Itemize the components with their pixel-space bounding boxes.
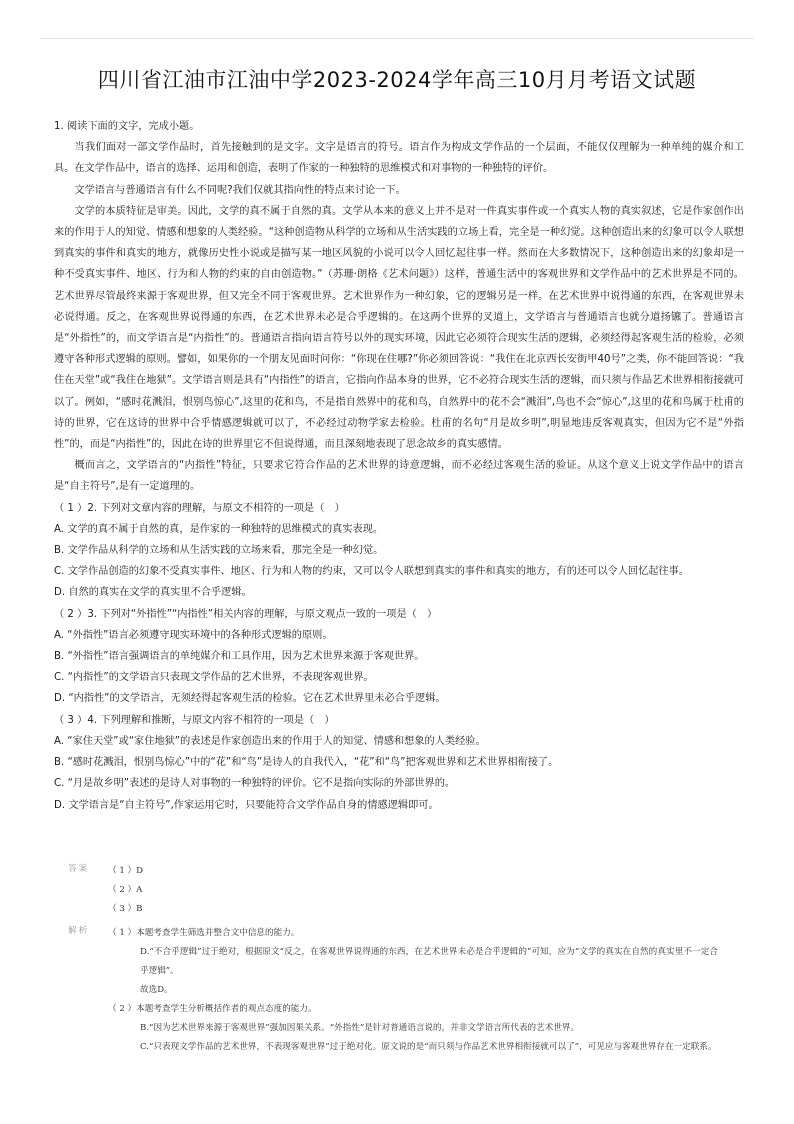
analysis-line: C.“只表现文学作品的艺术世界，不表现客观世界”过于绝对化。原文说的是“而只须与作品艺术世界相衔接就可以了”，可见应与客观世界存在一定联系。 (140, 1042, 717, 1052)
option-d: D. 文学语言是“自主符号”,作家运用它时，只要能符合文学作品自身的情感逻辑即可。 (54, 799, 439, 811)
page-title: 四川省江油市江油中学2023-2024学年高三10月月考语文试题 (97, 68, 697, 92)
passage-paragraph: 文学语言与普通语言有什么不同呢?我们仅就其指向性的特点来讨论一下。 (74, 184, 406, 196)
analysis-line: B.“因为艺术世界来源于客观世界”强加因果关系。“外指性”是针对普通语言说的，并非文学语言所代表的艺术世界。 (140, 1023, 580, 1033)
passage-paragraph: 文学的本质特征是审美。因此，文学的真不属于自然的真。文学从本来的意义上并不是对一件真实事件或一个真实人物的真实叙述，它是作家创作出来的作用于人的知觉、情感和想象的人类经验。“这种创造物从科学的立场和从生活实践的立场上看，完全是一种幻觉。这种创造出来的幻象可以令人联想到真实的事件和真实的地方，就像历史性小说或是描写某一地区风貌的小说可以令人回忆起往事一样。然而在大多数情况下，这种创造出来的幻象却是一种不受真实事件、地区、行为和人物的约束的自由创造物。”（苏珊·朗格《艺术问题》）这样，普通生活中的客观世界和文学作品中的艺术世界是不同的。艺术世界尽管最终来源于客观世界，但又完全不同于客观世界。艺术世界作为一种幻象，它的逻辑另是一样。在艺术世界中说得通的东西，在客观世界未必说得通。反之，在客观世界说得通的东西，在艺术世界未必是合乎逻辑的。在这两个世界的叉道上，文学语言与普通语言也就分道扬镳了。普通语言是“外指性”的，而文学语言是“内指性”的。普通语言指向语言符号以外的现实环境，因此它必须符合现实生活的逻辑，必须经得起客观生活的检验，必须遵守各种形式逻辑的原则。譬如，如果你的一个朋友见面时问你：“你现在住哪?”你必须回答说：“我住在北京西长安街甲40号”之类，你不能回答说：“我住在天堂”或“我住在地狱”。文学语言则是具有“内指性”的语言，它指向作品本身的世界，它不必符合现实生活的逻辑，而只须与作品艺术世界相衔接就可以了。例如，“感时花溅泪，恨别鸟惊心”,这里的花和鸟，不是指自然界中的花和鸟，自然界中的花不会“溅泪”,鸟也不会“惊心”,这里的花和鸟属于杜甫的诗的世界，它在这诗的世界中合乎情感逻辑就可以了，不必经过动物学家去检验。杜甫的名句“月是故乡明”,明显地违反客观真实，但因为它不是“外指性”的，而是“内指性”的，因此在诗的世界里它不但说得通，而且深刻地表现了思念故乡的真实感情。 (54, 205, 744, 451)
analysis-line: D.“不合乎逻辑”过于绝对，根据原文“反之，在客观世界说得通的东西，在艺术世界未必是合乎逻辑的”可知，应为“文学的真实在自然的真实里不一定合乎逻辑”。 (140, 947, 718, 976)
question-stem: （ 3 ）4. 下列理解和推断，与原文内容不相符的一项是（ ） (54, 714, 335, 726)
passage-paragraph: 当我们面对一部文学作品时，首先接触到的是文字。文字是语言的符号。语言作为构成文学作品的一个层面，不能仅仅理解为一种单纯的媒介和工具。在文学作品中，语言的选择、运用和创造，表明了作家的一种独特的思维模式和对事物的一种独特的评价。 (54, 142, 744, 175)
option-c: C. “月是故乡明”表述的是诗人对事物的一种独特的评价。它不是指向实际的外部世界的。 (54, 778, 456, 790)
option-a: A. “家住天堂”或“家住地狱”的表述是作家创造出来的作用于人的知觉、情感和想象的人类经验。 (54, 735, 486, 747)
answer-label: 答案 (68, 864, 90, 874)
question-stem: （ 2 ）3. 下列对“外指性”“内指性”相关内容的理解，与原文观点一致的一项是（ ） (54, 608, 438, 620)
answer-item: （ 3 ）B (108, 904, 143, 914)
option-d: D. 自然的真实在文学的真实里不合乎逻辑。 (54, 587, 252, 599)
answer-item: （ 2 ）A (108, 885, 143, 895)
question-body (54, 116, 744, 816)
option-a: A. 文学的真不属于自然的真，是作家的一种独特的思维模式的真实表现。 (54, 523, 384, 535)
option-c: C. 文学作品创造的幻象不受真实事件、地区、行为和人物的约束，又可以令人联想到真实的事件和真实的地方，有的还可以令人回忆起往事。 (54, 566, 690, 578)
analysis-head: （ 2 ）本题考查学生分析概括作者的观点态度的能力。 (108, 1004, 317, 1014)
option-b: B. “感时花溅泪，恨别鸟惊心”中的“花”和“鸟”是诗人的自我代入，“花”和“鸟”把客观世界和艺术世界相衔接了。 (54, 757, 559, 769)
analysis-head: （ 1 ）本题考查学生筛选并整合文中信息的能力。 (108, 928, 300, 938)
intro-line: 1. 阅读下面的文字，完成小题。 (54, 121, 200, 132)
analysis-label: 解析 (68, 926, 90, 936)
passage-paragraph: 概而言之，文学语言的“内指性”特征，只要求它符合作品的艺术世界的诗意逻辑，而不必经过客观生活的验证。从这个意义上说文学作品中的语言是“自主符号”,是有一定道理的。 (54, 460, 744, 493)
question-stem: （ 1 ）2. 下列对文章内容的理解，与原文不相符的一项是（ ） (54, 502, 345, 514)
top-divider (40, 38, 754, 39)
answer-item: （ 1 ）D (108, 866, 144, 876)
option-b: B. 文学作品从科学的立场和从生活实践的立场来看，那完全是一种幻觉。 (54, 545, 384, 557)
option-b: B. “外指性”语言强调语言的单纯媒介和工具作用，因为艺术世界来源于客观世界。 (54, 651, 425, 663)
option-d: D. “内指性”的文学语言，无须经得起客观生活的检验。它在艺术世界里未必合乎逻辑。 (54, 693, 446, 705)
option-c: C. “内指性”的文学语言只表现文学作品的艺术世界，不表现客观世界。 (54, 672, 374, 684)
option-a: A. “外指性”语言必须遵守现实环境中的各种形式逻辑的原则。 (54, 629, 333, 641)
analysis-line: 故选D。 (140, 985, 173, 995)
